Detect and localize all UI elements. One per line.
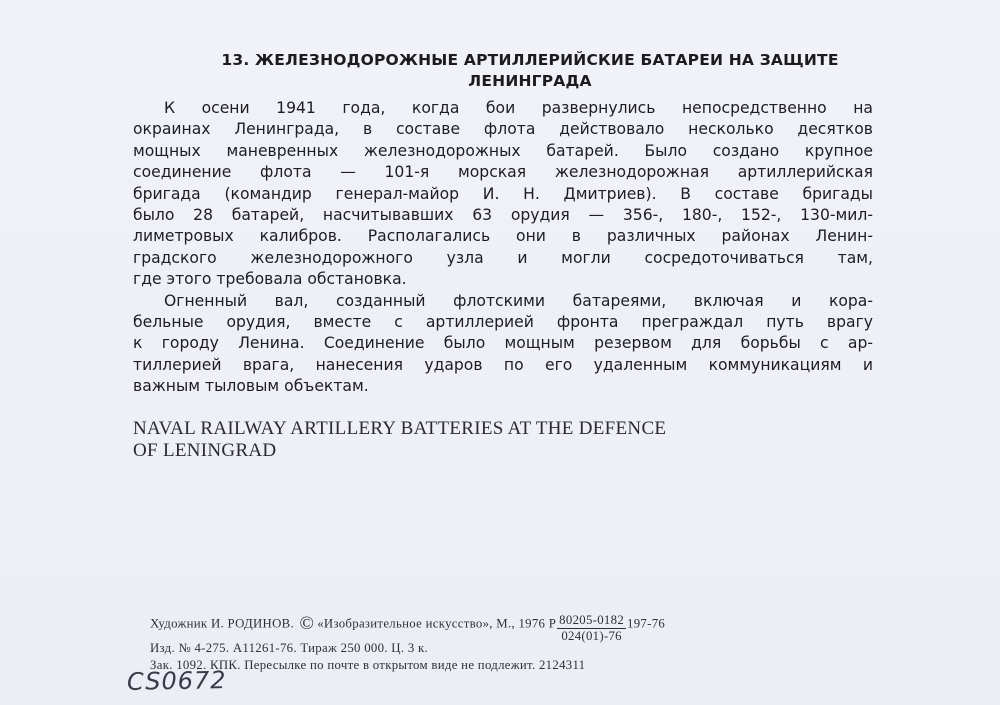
english-line-1: NAVAL RAILWAY ARTILLERY BATTERIES AT THE DEFENCE <box>133 418 667 439</box>
artist-credit: Художник И. РОДИНОВ. <box>150 616 294 631</box>
text-line: мощных маневренных железнодорожных батарей. Было создано крупное <box>133 141 873 160</box>
paragraph-1 <box>133 98 873 291</box>
description-text <box>133 98 873 398</box>
heading-line-2: ЛЕНИНГРАДА <box>468 72 592 90</box>
text-line: бригада (командир генерал-майор И. Н. Дмитриев). В составе бригады <box>133 184 873 203</box>
heading-english <box>133 418 833 462</box>
paragraph-2 <box>133 291 873 398</box>
english-line-2: OF LENINGRAD <box>133 440 277 461</box>
text-line: тиллерией врага, нанесения ударов по его удаленным коммуникациям и <box>133 355 873 374</box>
imprint-row-2: Изд. № 4-275. А11261-76. Тираж 250 000. Ц. 3 к. <box>150 641 429 655</box>
publisher-info: «Изобразительное искусство», М., 1976 Р <box>317 616 557 631</box>
imprint-block <box>150 609 890 674</box>
text-line: градского железнодорожного узла и могли сосредоточиваться там, <box>133 248 873 267</box>
fraction-numerator: 80205-0182 <box>559 613 625 627</box>
text-line: важным тыловым объектам. <box>133 377 369 396</box>
text-line: к городу Ленина. Соединение было мощным резервом для борьбы с ар- <box>133 334 873 353</box>
text-line: бельные орудия, вместе с артиллерией фронта преграждал путь врагу <box>133 313 873 332</box>
text-line: где этого требовала обстановка. <box>133 270 407 289</box>
text-line: соединение флота — 101-я морская железнодорожная артиллерийская <box>133 163 873 182</box>
text-line: К осени 1941 года, когда бои развернулись непосредственно на <box>164 99 873 117</box>
catalog-suffix: 197-76 <box>627 616 666 631</box>
imprint-row-1 <box>150 609 890 643</box>
text-line: лиметровых калибров. Располагались они в различных районах Ленин- <box>133 227 873 246</box>
fraction-denominator: 024(01)-76 <box>561 629 622 643</box>
text-line: окраинах Ленинграда, в составе флота действовало несколько десятков <box>133 120 873 139</box>
imprint-row-3: Зак. 1092. КПК. Пересылке по почте в открытом виде не подлежит. 2124311 <box>150 658 586 672</box>
heading-line-1: 13. ЖЕЛЕЗНОДОРОЖНЫЕ АРТИЛЛЕРИЙСКИЕ БАТАРЕИ НА ЗАЩИТЕ <box>221 51 839 69</box>
heading-russian <box>140 50 920 92</box>
handwritten-code: CS0672 <box>126 666 227 696</box>
text-line: было 28 батарей, насчитывавших 63 орудия — 356-, 180-, 152-, 130-мил- <box>133 206 873 225</box>
text-line: Огненный вал, созданный флотскими батареями, включая и кора- <box>164 291 873 310</box>
copyright-icon: © <box>299 613 315 635</box>
